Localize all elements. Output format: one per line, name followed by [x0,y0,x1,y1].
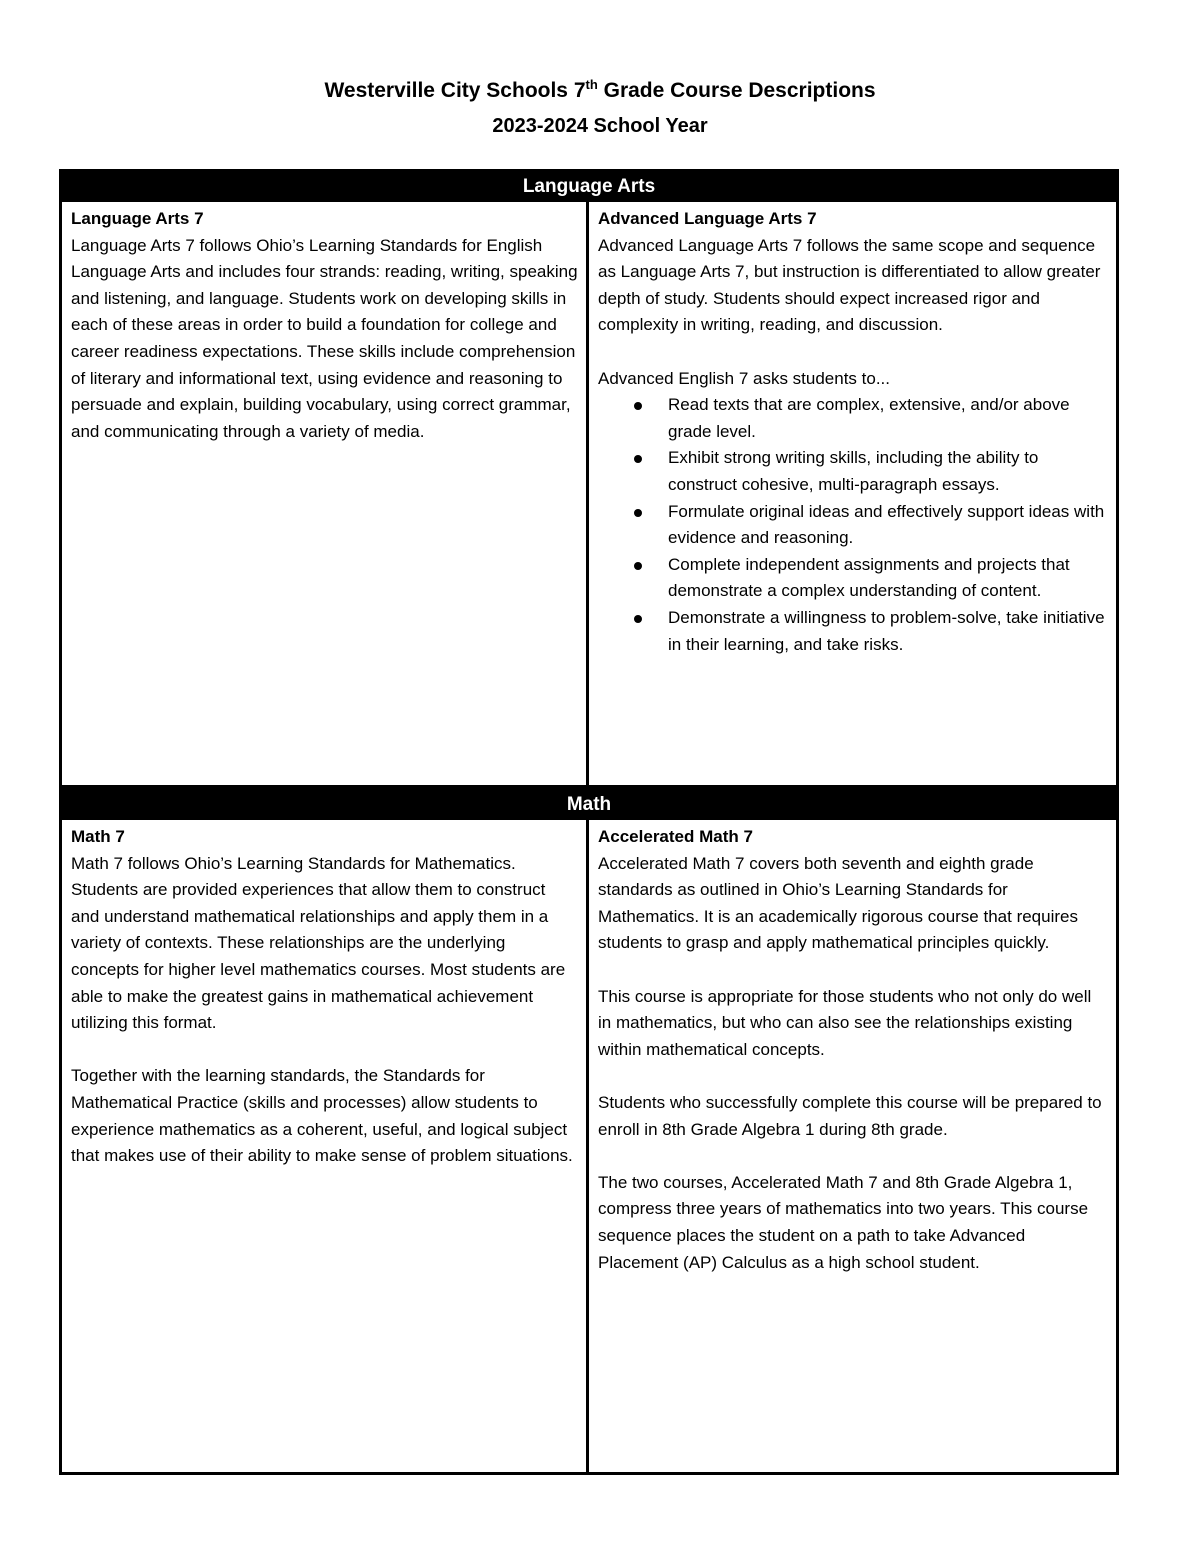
math-header: Math [62,790,1116,820]
course-name: Language Arts 7 [71,209,204,228]
course-paragraph: Accelerated Math 7 covers both seventh and eighth grade standards as outlined in Ohio’s Learning Standards for Mathematics. It is an academically rigorous course that requires students to grasp and apply mathematical principles quickly. [598,853,1078,953]
bullet-dot-icon [634,615,642,623]
list-item: Exhibit strong writing skills, including the ability to construct cohesive, multi-paragraph essays. [598,445,1108,498]
accelerated-math-7-cell [589,820,1116,1472]
language-arts-7-cell [62,202,589,785]
course-description: Language Arts 7 follows Ohio’s Learning Standards for English Language Arts and includes four strands: reading, writing, speaking and listening, and language. Students work on developing skills in each of these areas in order to build a foundation for college and career readiness expectations. These skills include comprehension of literary and informational text, using evidence and reasoning to persuade and explain, building vocabulary, using correct grammar, and communicating through a variety of media. [71,235,578,441]
bullet-dot-icon [634,562,642,570]
course-name: Accelerated Math 7 [598,827,753,846]
math-7-cell [62,820,589,1472]
list-item: Demonstrate a willingness to problem-solve, take initiative in their learning, and take risks. [598,605,1108,658]
expectations-list [598,392,1108,658]
document-subtitle: 2023-2024 School Year [492,115,708,137]
language-arts-header: Language Arts [62,172,1116,202]
course-paragraph: Math 7 follows Ohio’s Learning Standards for Mathematics. Students are provided experiences that allow them to construct and understand mathematical relationships and apply them in a variety of contexts. These relationships are the underlying concepts for higher level mathematics courses. Most students are able to make the greatest gains in mathematical achievement utilizing this format. [71,853,566,1033]
course-name: Advanced Language Arts 7 [598,209,817,228]
course-name: Math 7 [71,827,125,846]
title-superscript: th [585,77,598,92]
bullet-dot-icon [634,509,642,517]
document-title [0,78,1200,104]
title-suffix: Grade Course Descriptions [597,79,876,102]
title-prefix: Westerville City Schools 7 [324,79,586,102]
bullet-dot-icon [634,455,642,463]
bullet-intro: Advanced English 7 asks students to... [598,368,891,388]
advanced-language-arts-7-cell [589,202,1116,785]
list-item: Read texts that are complex, extensive, and/or above grade level. [598,392,1108,445]
bullet-dot-icon [634,402,642,410]
course-paragraph: The two courses, Accelerated Math 7 and 8th Grade Algebra 1, compress three years of mathematics into two years. This course sequence places the student on a path to take Advanced Placement (AP) Calculus as a high school student. [598,1172,1089,1272]
course-paragraph: This course is appropriate for those students who not only do well in mathematics, but who can also see the relationships existing within mathematical concepts. [598,986,1092,1059]
math-table [59,787,1119,1475]
course-paragraph: Together with the learning standards, the Standards for Mathematical Practice (skills and processes) allow students to experience mathematics as a coherent, useful, and logical subject that makes use of their ability to make sense of problem situations. [71,1066,573,1166]
course-paragraph: Students who successfully complete this course will be prepared to enroll in 8th Grade Algebra 1 during 8th grade. [598,1092,1102,1139]
list-item: Formulate original ideas and effectively support ideas with evidence and reasoning. [598,499,1108,552]
language-arts-table [59,169,1119,788]
course-description: Advanced Language Arts 7 follows the same scope and sequence as Language Arts 7, but instruction is differentiated to allow greater depth of study. Students should expect increased rigor and complexity in writing, reading, and discussion. [598,235,1101,335]
list-item: Complete independent assignments and projects that demonstrate a complex understanding of content. [598,552,1108,605]
